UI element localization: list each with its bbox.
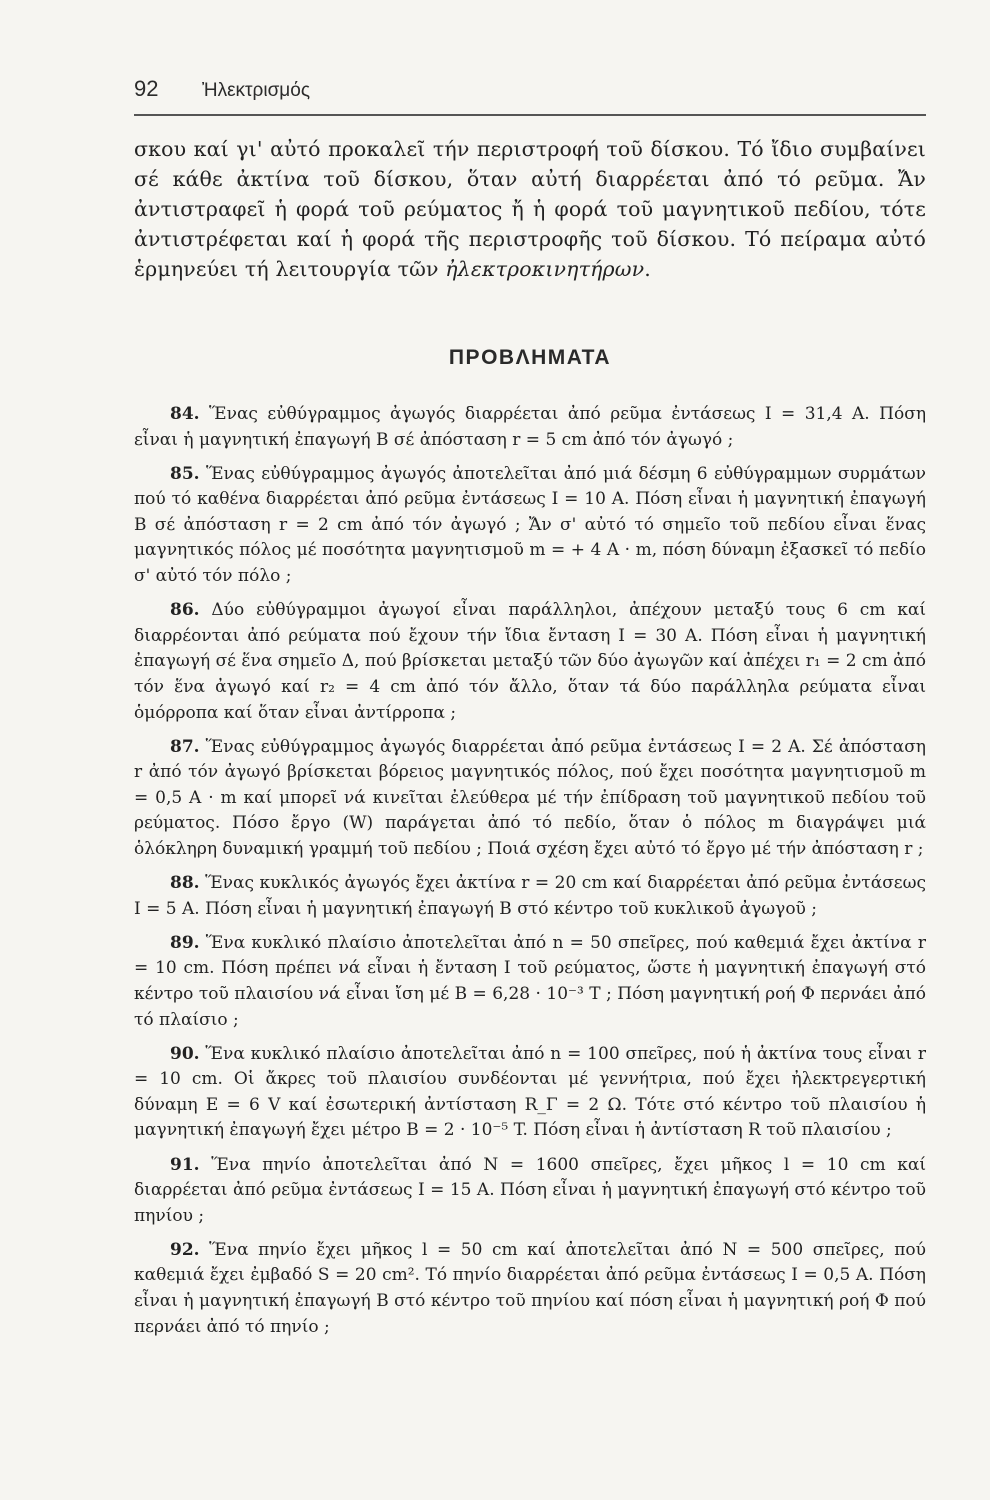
intro-text-italic: ἠλεκτροκινητήρων [445,257,645,281]
problem-text: Ἕνα πηνίο ἀποτελεῖται ἀπό N = 1600 σπεῖρες, ἔχει μῆκος l = 10 cm καί διαρρέεται ἀπό ρεῦμα ἐντάσεως I = 15 A. Πόση εἶναι ἡ μαγνητική ἐπαγωγή στό κέντρο τοῦ πηνίου ; [134,1154,927,1226]
problem-text: Ἕνα κυκλικό πλαίσιο ἀποτελεῖται ἀπό n = 100 σπεῖρες, πού ἡ ἀκτίνα τους εἶναι r = 10 cm. Οἱ ἄκρες τοῦ πλαισίου συνδέονται μέ γεννήτρια, πού ἔχει ἠλεκτρεγερτική δύναμη E = 6 V καί ἐσωτερική ἀντίσταση R_Γ = 2 Ω. Τότε στό κέντρο τοῦ πλαισίου ἡ μαγνητική ἐπαγωγή ἔχει μέτρο B = 2 · 10⁻⁵ T. Πόση εἶναι ἡ ἀντίσταση R τοῦ πλαισίου ; [134,1043,926,1141]
problem-number: 86. [170,600,200,621]
intro-text-after: . [644,257,651,281]
problem-item [134,462,926,590]
problem-item [134,1153,926,1230]
page-number: 92 [134,76,159,101]
problem-item [134,402,926,453]
problem-item [134,1238,926,1340]
problem-item [134,1042,926,1144]
page-header [134,76,924,116]
problem-item [134,735,926,863]
problem-text: Ἕνα κυκλικό πλαίσιο ἀποτελεῖται ἀπό n = 50 σπεῖρες, πού καθεμιά ἔχει ἀκτίνα r = 10 cm. Πόση πρέπει νά εἶναι ἡ ἔνταση I τοῦ ρεύματος, ὥστε ἡ μαγνητική ἐπαγωγή στό κέντρο τοῦ πλαισίου νά εἶναι ἴση μέ B = 6,28 · 10⁻³ T ; Πόση μαγνητική ροή Φ περνάει ἀπό τό πλαίσιο ; [134,932,926,1030]
intro-paragraph [134,134,926,284]
problem-text: Ἕνας εὐθύγραμμος ἀγωγός ἀποτελεῖται ἀπό μιά δέσμη 6 εὐθύγραμμων συρμάτων πού τό καθένα διαρρέεται ἀπό ρεῦμα ἐντάσεως I = 10 A. Πόση εἶναι ἡ μαγνητική ἐπαγωγή B σέ ἀπόσταση r = 2 cm ἀπό τόν ἀγωγό ; Ἄν σ' αὐτό τό σημεῖο τοῦ πεδίου εἶναι ἕνας μαγνητικός πόλος μέ ποσότητα μαγνητισμοῦ m = + 4 A · m, πόση δύναμη ἐξασκεῖ τό πεδίο σ' αὐτό τόν πόλο ; [134,463,926,587]
problem-text: Ἕνας εὐθύγραμμος ἀγωγός διαρρέεται ἀπό ρεῦμα ἐντάσεως I = 31,4 A. Πόση εἶναι ἡ μαγνητική ἐπαγωγή B σέ ἀπόσταση r = 5 cm ἀπό τόν ἀγωγό ; [134,404,927,450]
problem-number: 87. [170,736,200,757]
problem-number: 92. [170,1239,200,1260]
problem-text: Ἕνας εὐθύγραμμος ἀγωγός διαρρέεται ἀπό ρεῦμα ἐντάσεως I = 2 A. Σέ ἀπόσταση r ἀπό τόν ἀγωγό βρίσκεται βόρειος μαγνητικός πόλος, πού ἔχει ποσότητα μαγνητισμοῦ m = 0,5 A · m καί μπορεῖ νά κινεῖται ἐλεύθερα μέ τήν ἐπίδραση τοῦ μαγνητικοῦ πεδίου τοῦ ρεύματος. Πόσο ἔργο (W) παράγεται ἀπό τό πεδίο, ὅταν ὁ πόλος m διαγράψει μιά ὁλόκληρη δυναμική γραμμή τοῦ πεδίου ; Ποιά σχέση ἔχει αὐτό τό ἔργο μέ τήν ἀπόσταση r ; [134,736,926,859]
problem-number: 88. [170,873,200,894]
header-rule [134,114,926,116]
problem-text: Δύο εὐθύγραμμοι ἀγωγοί εἶναι παράλληλοι, ἀπέχουν μεταξύ τους 6 cm καί διαρρέονται ἀπό ρεύματα πού ἔχουν τήν ἴδια ἔνταση I = 30 A. Πόση εἶναι ἡ μαγνητική ἐπαγωγή σέ ἕνα σημεῖο Δ, πού βρίσκεται μεταξύ τῶν δύο ἀγωγῶν καί ἀπέχει r₁ = 2 cm ἀπό τόν ἕνα ἀγωγό καί r₂ = 4 cm ἀπό τόν ἄλλο, ὅταν τά δύο παράλληλα ρεύματα εἶναι ὁμόρροπα καί ὅταν εἶναι ἀντίρροπα ; [134,600,927,723]
intro-text-before: σκου καί γι' αὐτό προκαλεῖ τήν περιστροφή τοῦ δίσκου. Τό ἴδιο συμβαίνει σέ κάθε ἀκτίνα τοῦ δίσκου, ὅταν αὐτή διαρρέεται ἀπό τό ρεῦμα. Ἄν ἀντιστραφεῖ ἡ φορά τοῦ ρεύματος ἤ ἡ φορά τοῦ μαγνητικοῦ πεδίου, τότε ἀντιστρέφεται καί ἡ φορά τῆς περιστροφῆς τοῦ δίσκου. Τό πείραμα αὐτό ἑρμηνεύει τή λειτουργία τῶν [134,137,926,281]
section-title: ΠΡΟΒΛΗΜΑΤΑ [448,346,612,369]
problem-item [134,871,926,922]
problem-text: Ἕνας κυκλικός ἀγωγός ἔχει ἀκτίνα r = 20 cm καί διαρρέεται ἀπό ρεῦμα ἐντάσεως I = 5 A. Πόση εἶναι ἡ μαγνητική ἐπαγωγή B στό κέντρο τοῦ κυκλικοῦ ἀγωγοῦ ; [134,873,926,919]
problem-item [134,598,926,726]
problem-number: 91. [170,1154,200,1175]
running-title: Ἠλεκτρισμός [202,80,310,101]
problems-list [134,402,926,1349]
problem-number: 90. [170,1043,200,1064]
problem-number: 85. [170,463,200,484]
intro-block [134,134,926,284]
problem-text: Ἕνα πηνίο ἔχει μῆκος l = 50 cm καί ἀποτελεῖται ἀπό N = 500 σπεῖρες, πού καθεμιά ἔχει ἐμβαδό S = 20 cm². Τό πηνίο διαρρέεται ἀπό ρεῦμα ἐντάσεως I = 0,5 A. Πόση εἶναι ἡ μαγνητική ἐπαγωγή B στό κέντρο τοῦ πηνίου καί πόση εἶναι ἡ μαγνητική ροή Φ πού περνάει ἀπό τό πηνίο ; [134,1239,927,1337]
problem-number: 89. [170,932,200,953]
problem-item [134,931,926,1033]
problem-number: 84. [170,404,200,424]
